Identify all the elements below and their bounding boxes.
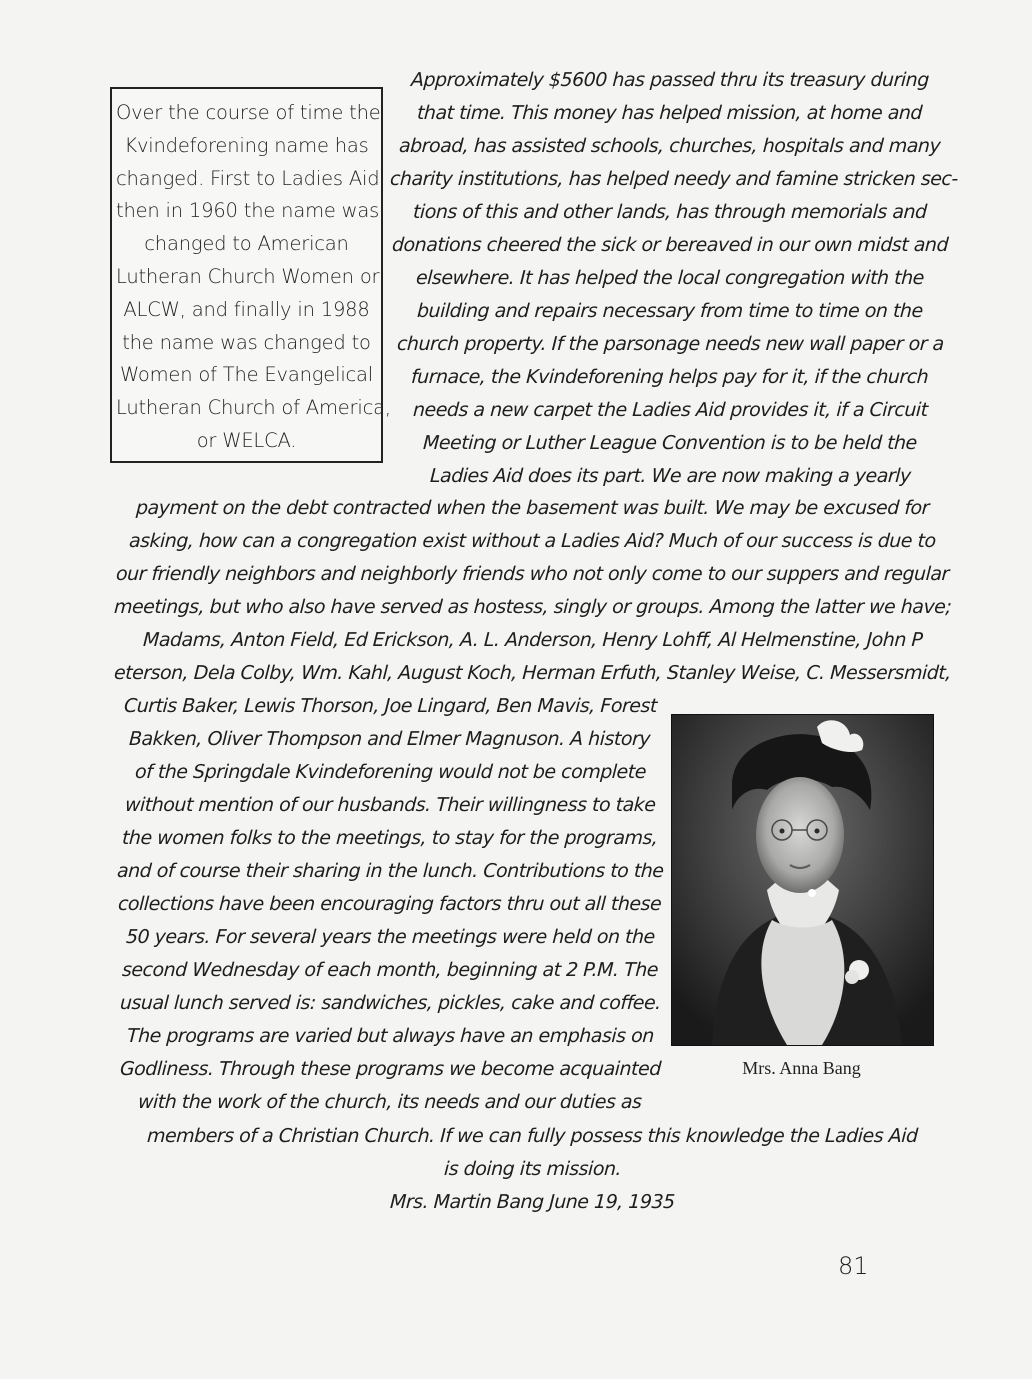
body-line: Curtis Baker, Lewis Thorson, Joe Lingard, Ben Mavis, Forest bbox=[123, 695, 658, 717]
sidebar-line: Lutheran Church of America, bbox=[116, 396, 391, 420]
body-line: Madams, Anton Field, Ed Erickson, A. L. Anderson, Henry Lohff, Al Helmenstine, John P bbox=[142, 629, 923, 651]
body-line: needs a new carpet the Ladies Aid provides it, if a Circuit bbox=[412, 399, 928, 421]
sidebar-box bbox=[110, 87, 391, 463]
body-line: Approximately $5600 has passed thru its treasury during bbox=[410, 69, 930, 91]
body-line: furnace, the Kvindeforening helps pay for it, if the church bbox=[410, 366, 930, 388]
portrait-photo bbox=[671, 714, 934, 1046]
photo-caption: Mrs. Anna Bang bbox=[742, 1058, 861, 1078]
body-line: the women folks to the meetings, to stay for the programs, bbox=[121, 827, 659, 849]
body-line: collections have been encouraging factors thru out all these bbox=[117, 893, 663, 915]
body-line: elsewhere. It has helped the local congregation with the bbox=[415, 267, 925, 289]
body-line: is doing its mission. bbox=[443, 1158, 622, 1180]
body-left-column bbox=[110, 690, 670, 1119]
body-line: members of a Christian Church. If we can fully possess this knowledge the Ladies Aid bbox=[146, 1125, 919, 1147]
body-line: Godliness. Through these programs we become acquainted bbox=[119, 1058, 661, 1080]
body-line: tions of this and other lands, has through memorials and bbox=[412, 201, 928, 223]
body-line: building and repairs necessary from time to time on the bbox=[416, 300, 924, 322]
body-line: eterson, Dela Colby, Wm. Kahl, August Koch, Herman Erfuth, Stanley Weise, C. Messersmidt, bbox=[113, 662, 952, 684]
sidebar-line: then in 1960 the name was bbox=[116, 199, 380, 223]
body-line: meetings, but who also have served as hostess, singly or groups. Among the latter we have; bbox=[113, 596, 952, 618]
sidebar-line: Lutheran Church Women or bbox=[116, 264, 380, 288]
body-line: Bakken, Oliver Thompson and Elmer Magnuson. A history bbox=[128, 728, 652, 750]
body-line: church property. If the parsonage needs new wall paper or a bbox=[396, 333, 944, 355]
body-line: Meeting or Luther League Convention is to be held the bbox=[422, 432, 918, 454]
body-line: that time. This money has helped mission, at home and bbox=[416, 102, 924, 124]
sidebar-line: the name was changed to bbox=[122, 330, 371, 354]
body-line: The programs are varied but always have an emphasis on bbox=[126, 1025, 654, 1047]
body-full-width bbox=[110, 492, 955, 690]
body-bottom bbox=[110, 1120, 955, 1219]
body-line: charity institutions, has helped needy and famine stricken sec- bbox=[389, 168, 959, 190]
body-line: Ladies Aid does its part. We are now making a yearly bbox=[429, 465, 911, 487]
body-line: 50 years. For several years the meetings were held on the bbox=[125, 926, 655, 948]
sidebar-line: changed to American bbox=[144, 232, 349, 256]
sidebar-line: Over the course of time the bbox=[116, 101, 381, 124]
body-line: donations cheered the sick or bereaved in our own midst and bbox=[391, 234, 949, 256]
body-line: second Wednesday of each month, beginning at 2 P.M. The bbox=[121, 959, 659, 981]
sidebar-line: or WELCA. bbox=[196, 428, 297, 452]
body-line: asking, how can a congregation exist without a Ladies Aid? Much of our success is due to bbox=[128, 530, 937, 552]
body-line: and of course their sharing in the lunch. Contributions to the bbox=[116, 860, 664, 882]
sidebar-line: Women of The Evangelical bbox=[119, 363, 374, 387]
body-line: payment on the debt contracted when the basement was built. We may be excused for bbox=[135, 497, 930, 519]
body-line: our friendly neighbors and neighborly friends who not only come to our suppers and regular bbox=[115, 563, 950, 585]
body-line: with the work of the church, its needs and our duties as bbox=[137, 1091, 643, 1113]
body-line: abroad, has assisted schools, churches, hospitals and many bbox=[398, 135, 942, 157]
page-number: 81 bbox=[838, 1252, 869, 1280]
body-line: without mention of our husbands. Their willingness to take bbox=[124, 794, 656, 816]
body-right-column bbox=[389, 64, 959, 493]
sidebar-line: changed. First to Ladies Aid, bbox=[116, 166, 386, 190]
body-line: of the Springdale Kvindeforening would not be complete bbox=[133, 761, 647, 783]
body-line: usual lunch served is: sandwiches, pickles, cake and coffee. bbox=[119, 992, 661, 1014]
sidebar-line: Kvindeforening name has bbox=[124, 133, 369, 157]
signature-line: Mrs. Martin Bang June 19, 1935 bbox=[389, 1191, 676, 1213]
sidebar-line: ALCW, and finally in 1988 bbox=[123, 297, 370, 321]
